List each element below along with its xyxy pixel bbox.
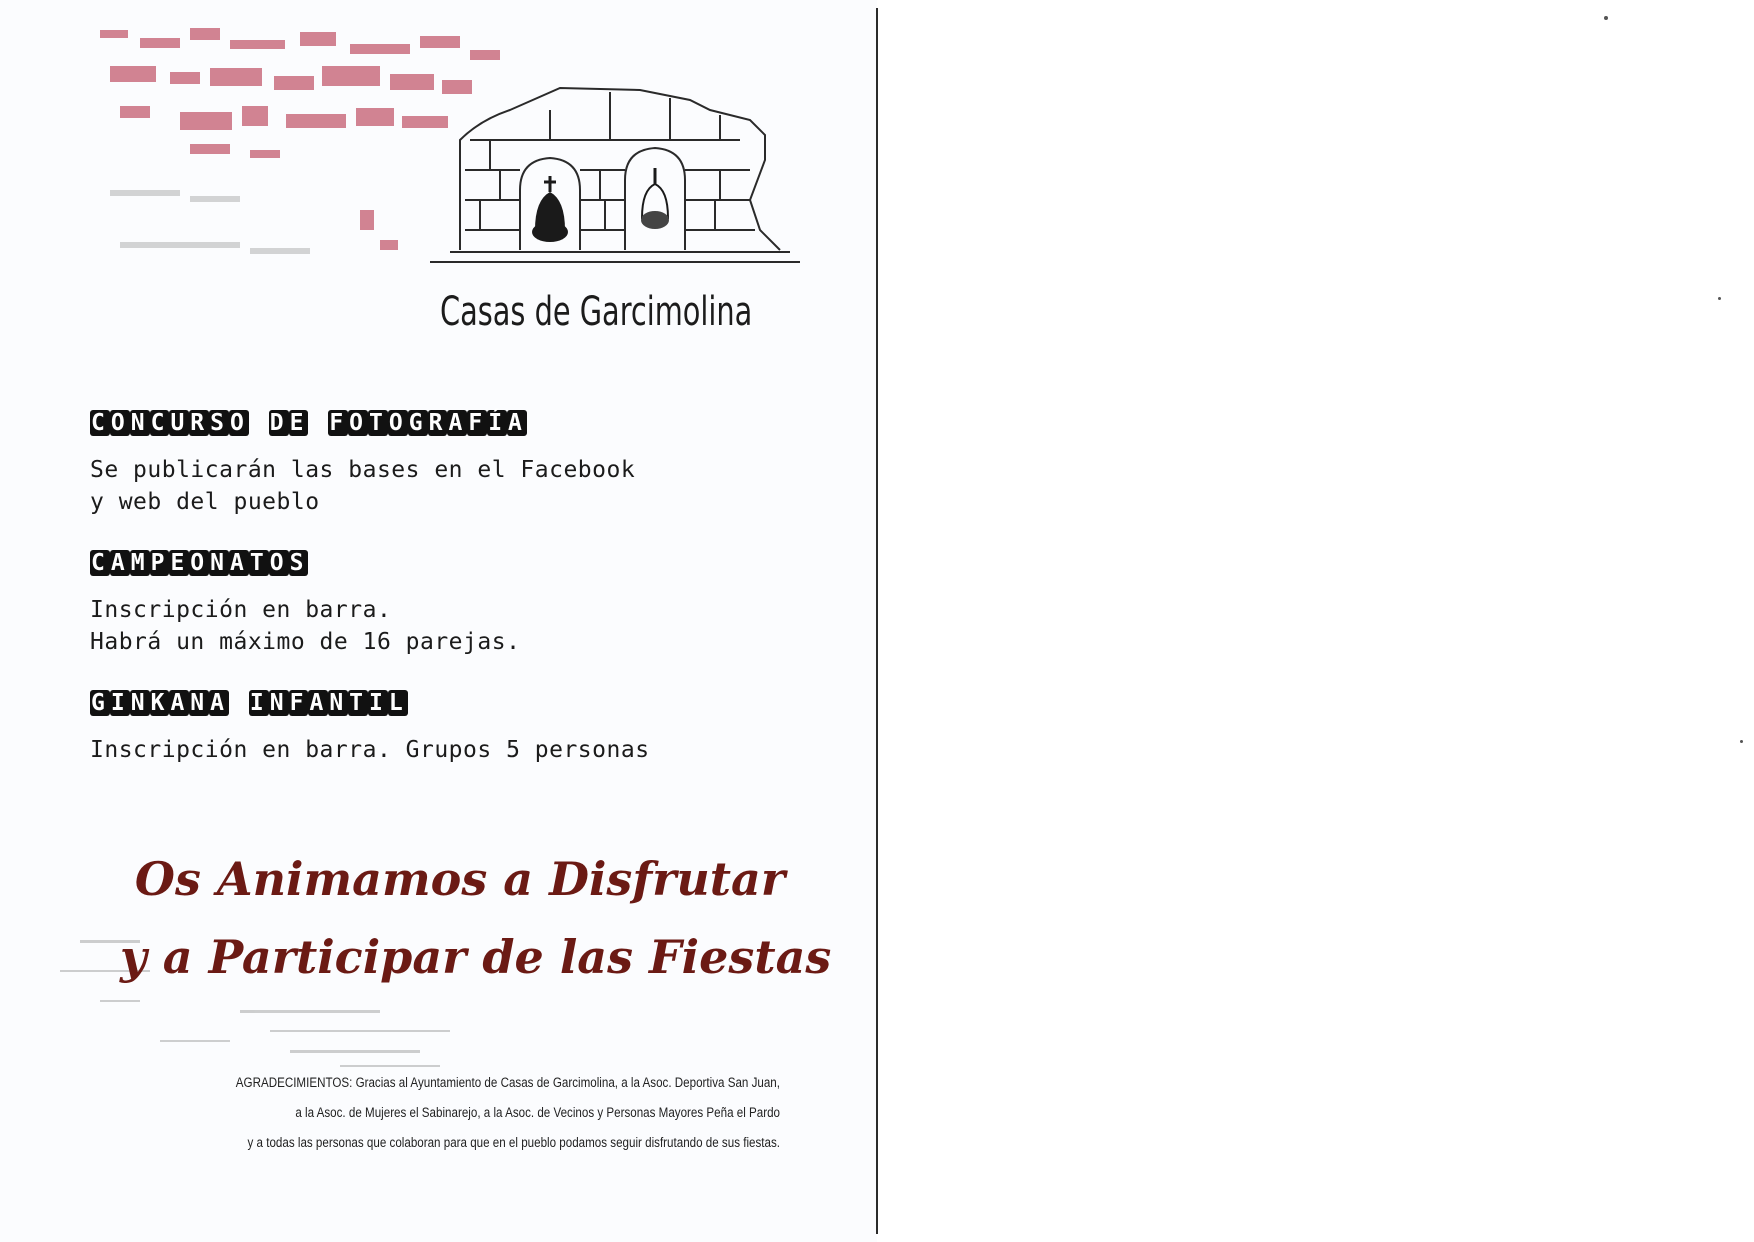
section-body: Se publicarán las bases en el Facebook y web del pueblo [90,457,636,515]
slogan-line: Os Animamos a Disfrutar [134,852,786,906]
section-heading: CAMPEONATOS [91,550,308,576]
acknowledgements-line: y a todas las personas que colaboran para que en el pueblo podamos seguir disfrutando de sus fiestas. [247,1135,781,1150]
section-kids-gymkhana [90,690,790,766]
section-heading: GINKANA INFANTIL [91,690,407,716]
slogan [120,840,832,996]
slogan-line: y a Participar de las Fiestas [120,930,832,984]
bell-tower-logo [420,80,820,290]
scan-speck [1718,297,1721,300]
acknowledgements [120,1068,780,1158]
section-championships [90,550,790,658]
section-heading: CONCURSO DE FOTOGRAFÍA [91,410,526,436]
right-page [878,0,1754,1242]
scan-speck [1604,16,1608,20]
bell-icon [532,176,568,242]
acknowledgements-line: AGRADECIMIENTOS: Gracias al Ayuntamiento de Casas de Garcimolina, a la Asoc. Deportiva San Juan, [235,1075,780,1090]
section-body: Inscripción en barra. Grupos 5 personas [90,737,650,763]
acknowledgements-line: a la Asoc. de Mujeres el Sabinarejo, a la Asoc. de Vecinos y Personas Mayores Peña el Pardo [295,1105,780,1120]
section-body: Inscripción en barra. Habrá un máximo de 16 parejas. [90,597,521,655]
bell-icon [641,168,669,229]
logo-title: Casas de Garcimolina [440,289,753,335]
scan-speck [1740,740,1743,743]
section-photo-contest [90,410,790,518]
